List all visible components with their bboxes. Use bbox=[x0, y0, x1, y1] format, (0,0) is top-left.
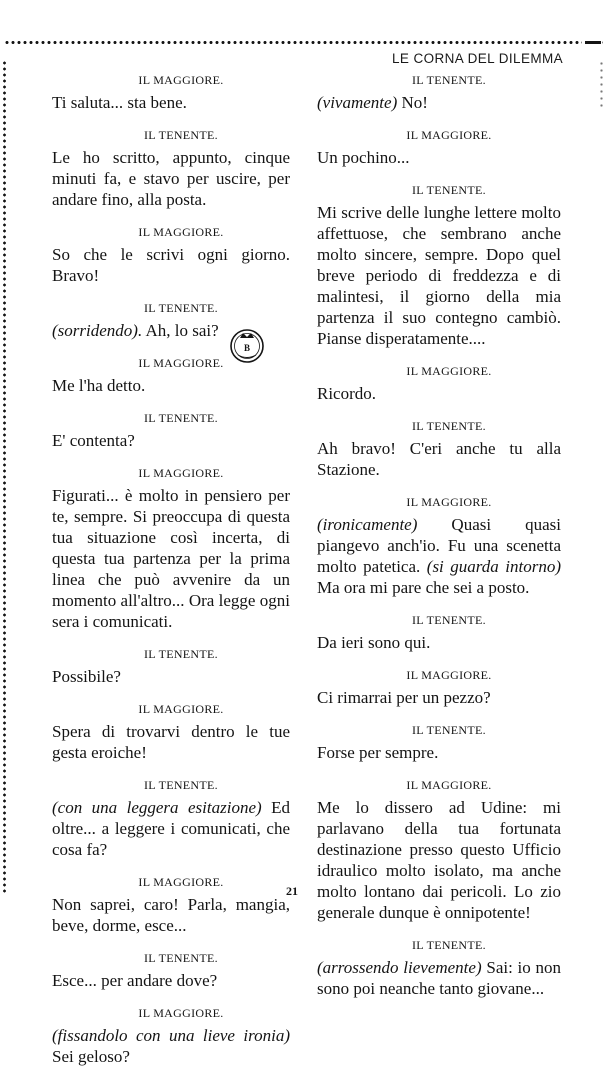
running-title: LE CORNA DEL DILEMMA bbox=[392, 51, 564, 66]
dialogue-text: Ma ora mi pare che sei a posto. bbox=[317, 578, 530, 597]
dialogue-line bbox=[317, 632, 561, 653]
speaker-name: IL MAGGIORE. bbox=[138, 466, 224, 480]
dialogue-text: Non saprei, caro! Parla, mangia, beve, dorme, esce... bbox=[52, 895, 290, 935]
speaker-name: IL TENENTE. bbox=[144, 647, 218, 661]
left-dotted-border bbox=[3, 60, 6, 895]
speaker-name: IL MAGGIORE. bbox=[138, 73, 224, 87]
speaker-name: IL TENENTE. bbox=[412, 183, 486, 197]
dialogue-text: Me lo dissero ad Udine: mi parlavano della tua fortunata destinazione presso questo Ufficio idraulico molto isolato, ma anche molto lontano dai pericoli. Lo zio generale dunque è onnipotente! bbox=[317, 798, 561, 922]
dialogue-line bbox=[317, 438, 561, 480]
dialogue-line bbox=[52, 375, 290, 396]
dialogue-line bbox=[52, 244, 290, 286]
dialogue-line bbox=[317, 383, 561, 404]
dialogue-text: Ah bravo! C'eri anche tu alla Stazione. bbox=[317, 439, 561, 479]
dialogue-text: Figurati... è molto in pensiero per te, sempre. Si preoccupa di questa tua situazione così incerta, di questa tua partenza per la prima linea che può avvenire da un momento all'altro... Ora legge ogni sera i comunicati. bbox=[52, 486, 290, 631]
dialogue-line bbox=[317, 147, 561, 168]
dialogue-text: Ah, lo sai? bbox=[142, 321, 219, 340]
dialogue-text: Quasi quasi piangevo anch'io. Fu una scenetta molto patetica. bbox=[317, 515, 561, 576]
top-dotted-rule bbox=[4, 40, 604, 45]
dialogue-text: Spera di trovarvi dentro le tue gesta eroiche! bbox=[52, 722, 290, 762]
speaker-name: IL TENENTE. bbox=[144, 411, 218, 425]
page-number: 21 bbox=[286, 884, 298, 898]
dialogue-text: Ed oltre... a leggere i comunicati, che cosa fa? bbox=[52, 798, 290, 859]
speaker-name: IL TENENTE. bbox=[412, 938, 486, 952]
dialogue-text: Possibile? bbox=[52, 667, 121, 686]
stage-direction: (ironicamente) bbox=[317, 515, 418, 534]
library-stamp-icon bbox=[227, 325, 267, 365]
dialogue-line bbox=[52, 1025, 290, 1067]
speaker-name: IL MAGGIORE. bbox=[406, 778, 492, 792]
dialogue-text: Ricordo. bbox=[317, 384, 377, 403]
speaker-name: IL MAGGIORE. bbox=[406, 668, 492, 682]
speaker-name: IL MAGGIORE. bbox=[406, 495, 492, 509]
dialogue-line bbox=[317, 957, 561, 999]
speaker-name: IL TENENTE. bbox=[412, 419, 486, 433]
dialogue-text: Esce... per andare dove? bbox=[52, 971, 218, 990]
speaker-name: IL MAGGIORE. bbox=[138, 875, 224, 889]
dialogue-line bbox=[317, 514, 561, 598]
dialogue-line bbox=[317, 797, 561, 923]
dialogue-line bbox=[317, 687, 561, 708]
stamp-text: B bbox=[243, 343, 251, 353]
right-dotted-border bbox=[600, 60, 603, 110]
dialogue-line bbox=[52, 894, 290, 936]
left-column bbox=[52, 72, 290, 1081]
speaker-name: IL MAGGIORE. bbox=[406, 364, 492, 378]
dialogue-line bbox=[52, 92, 290, 113]
dialogue-line bbox=[52, 666, 290, 687]
speaker-name: IL MAGGIORE. bbox=[138, 1006, 224, 1020]
dialogue-text: So che le scrivi ogni giorno. Bravo! bbox=[52, 245, 290, 285]
dialogue-text: Ci rimarrai per un pezzo? bbox=[317, 688, 491, 707]
dialogue-line bbox=[52, 797, 290, 860]
speaker-name: IL TENENTE. bbox=[144, 128, 218, 142]
dialogue-text: Mi scrive delle lunghe lettere molto affettuose, che sembrano anche molto sincere, sempre. Dopo quel breve periodo di freddezza e di malintesi, il giorno della mia partenza il suo contegno cambiò. Pianse disperatamente.... bbox=[317, 203, 561, 348]
dialogue-line bbox=[52, 970, 290, 991]
dialogue-text: Me l'ha detto. bbox=[52, 376, 146, 395]
rule-dash bbox=[585, 41, 601, 44]
dialogue-text: Sai: io non sono poi neanche tanto giovane... bbox=[317, 958, 562, 998]
dialogue-text: Forse per sempre. bbox=[317, 743, 439, 762]
dialogue-text: Ti saluta... sta bene. bbox=[52, 93, 187, 112]
speaker-name: IL MAGGIORE. bbox=[406, 128, 492, 142]
dialogue-line bbox=[317, 742, 561, 763]
speaker-name: IL MAGGIORE. bbox=[138, 225, 224, 239]
dialogue-line bbox=[52, 430, 290, 451]
speaker-name: IL TENENTE. bbox=[144, 301, 218, 315]
speaker-name: IL TENENTE. bbox=[144, 778, 218, 792]
stage-direction: (arrossendo lievemente) bbox=[317, 958, 482, 977]
dialogue-text: Sei geloso? bbox=[52, 1047, 130, 1066]
speaker-name: IL MAGGIORE. bbox=[138, 702, 224, 716]
dialogue-line bbox=[317, 202, 561, 349]
stage-direction: (con una leggera esitazione) bbox=[52, 798, 262, 817]
stage-direction: (sorridendo). bbox=[52, 321, 143, 340]
dialogue-text: Le ho scritto, appunto, cinque minuti fa, e stavo per uscire, per andare fino, alla posta. bbox=[52, 148, 290, 209]
stage-direction: (si guarda intorno) bbox=[426, 557, 561, 576]
speaker-name: IL TENENTE. bbox=[144, 951, 218, 965]
speaker-name: IL TENENTE. bbox=[412, 613, 486, 627]
dialogue-text: E' contenta? bbox=[52, 431, 135, 450]
stage-direction: (vivamente) bbox=[317, 93, 398, 112]
speaker-name: IL TENENTE. bbox=[412, 73, 486, 87]
speaker-name: IL MAGGIORE. bbox=[138, 356, 224, 370]
dialogue-line bbox=[52, 721, 290, 763]
dialogue-line bbox=[52, 485, 290, 632]
dialogue-text: Un pochino... bbox=[317, 148, 410, 167]
speaker-name: IL TENENTE. bbox=[412, 723, 486, 737]
dialogue-line bbox=[52, 147, 290, 210]
dialogue-text: No! bbox=[397, 93, 428, 112]
dialogue-text: Da ieri sono qui. bbox=[317, 633, 431, 652]
right-column bbox=[317, 72, 561, 1013]
stage-direction: (fissandolo con una lieve ironia) bbox=[52, 1026, 290, 1045]
dialogue-line bbox=[317, 92, 561, 113]
